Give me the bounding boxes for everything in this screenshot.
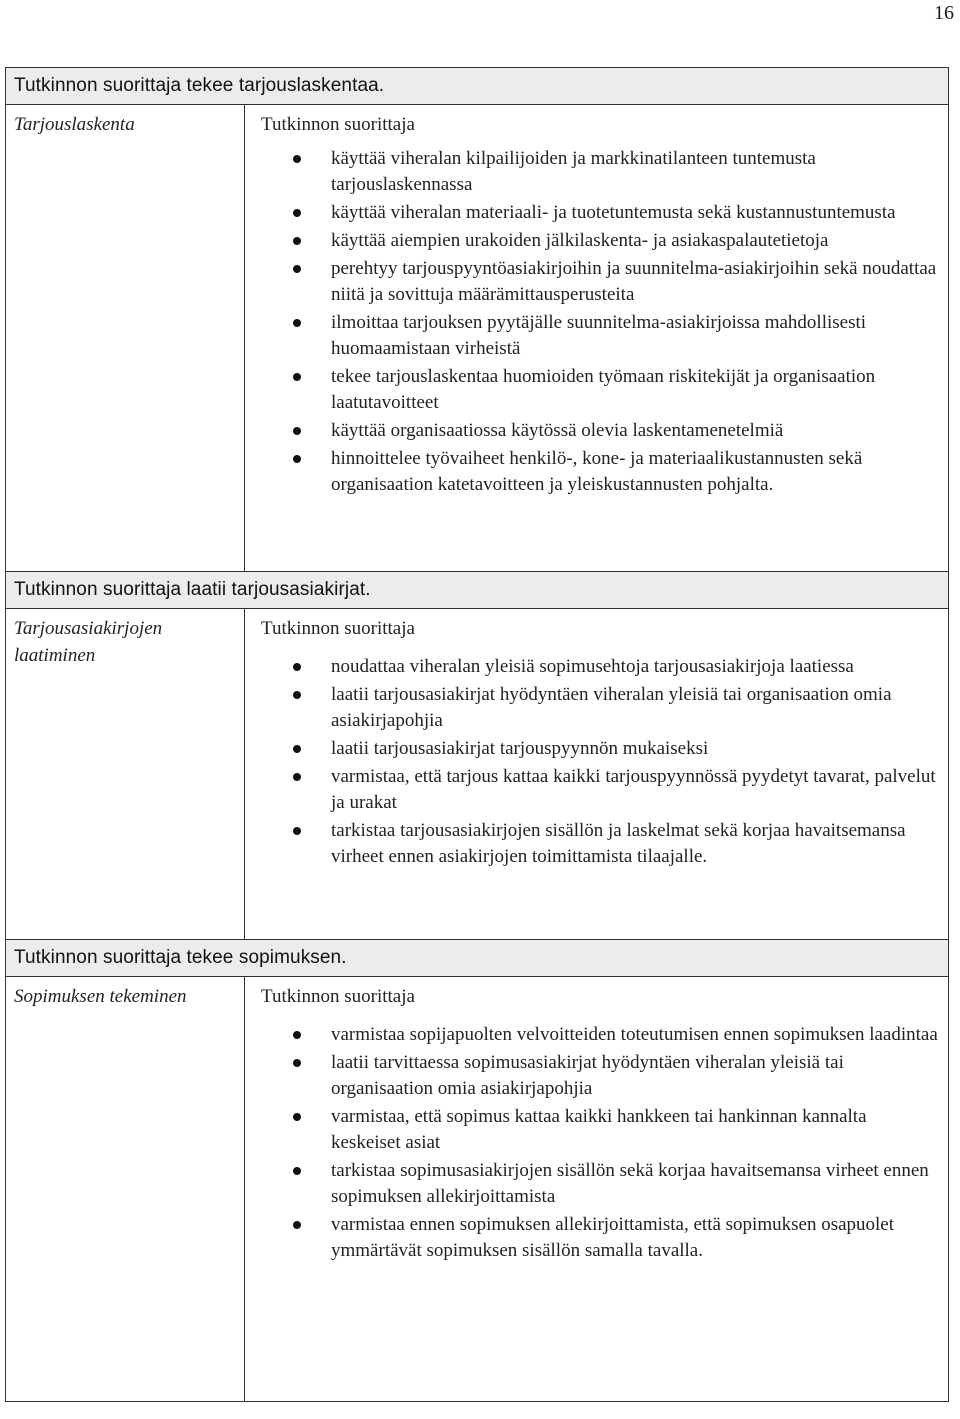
bullet-icon [293,663,301,671]
bullet-icon [293,1113,301,1121]
criteria-item [245,682,940,734]
section-body-row [6,105,949,572]
criteria-item [245,1158,940,1210]
bullet-icon [293,1059,301,1067]
section-heading: Tutkinnon suorittaja tekee tarjouslaskentaa. [6,68,949,105]
criteria-item-text: laatii tarvittaessa sopimusasiakirjat hyödyntäen viheralan yleisiä tai organisaation omia asiakirjapohjia [331,1052,844,1099]
criteria-item-text: laatii tarjousasiakirjat tarjouspyynnön mukaiseksi [331,738,709,759]
area-label: Tarjouslaskenta [6,105,245,572]
criteria-item-text: varmistaa ennen sopimuksen allekirjoittamista, että sopimuksen osapuolet ymmärtävät sopimuksen sisällön samalla tavalla. [331,1214,895,1261]
criteria-item-text: tekee tarjouslaskentaa huomioiden työmaan riskitekijät ja organisaation laatutavoitteet [331,366,876,413]
bullet-icon [293,1031,301,1039]
criteria-item [245,1022,940,1048]
section-body-row [6,609,949,940]
bullet-icon [293,1221,301,1229]
bullet-icon [293,265,301,273]
area-label: Sopimuksen tekeminen [6,977,245,1402]
criteria-item-text: hinnoittelee työvaiheet henkilö-, kone- ja materiaalikustannusten sekä organisaation katetavoitteen ja yleiskustannusten pohjalta. [331,448,863,495]
criteria-item-text: ilmoittaa tarjouksen pyytäjälle suunnitelma-asiakirjoissa mahdollisesti huomaamistaan virheistä [331,312,867,359]
section-heading-row [6,940,949,977]
criteria-list [245,654,940,870]
criteria-item [245,310,940,362]
bullet-icon [293,319,301,327]
criteria-item-text: varmistaa sopijapuolten velvoitteiden toteutumisen ennen sopimuksen laadintaa [331,1024,938,1045]
criteria-item-text: käyttää viheralan kilpailijoiden ja markkinatilanteen tuntemusta tarjouslaskennassa [331,148,816,195]
criteria-item-text: käyttää organisaatiossa käytössä olevia laskentamenetelmiä [331,420,784,441]
criteria-list [245,1022,940,1264]
criteria-item [245,146,940,198]
criteria-item-text: tarkistaa sopimusasiakirjojen sisällön sekä korjaa havaitsemansa virheet ennen sopimuksen allekirjoittamista [331,1160,929,1207]
section-heading: Tutkinnon suorittaja tekee sopimuksen. [6,940,949,977]
bullet-icon [293,745,301,753]
bullet-icon [293,827,301,835]
criteria-item [245,764,940,816]
bullet-icon [293,455,301,463]
bullet-icon [293,691,301,699]
criteria-item-text: käyttää viheralan materiaali- ja tuotetuntemusta sekä kustannustuntemusta [331,202,896,223]
criteria-intro: Tutkinnon suorittaja [261,114,415,135]
criteria-item [245,654,940,680]
criteria-table [5,67,949,1402]
criteria-item [245,418,940,444]
criteria-item [245,1104,940,1156]
bullet-icon [293,1167,301,1175]
criteria-item-text: perehtyy tarjouspyyntöasiakirjoihin ja suunnitelma-asiakirjoihin sekä noudattaa niitä ja sovittuja määrämittausperusteita [331,258,937,305]
criteria-cell [245,977,949,1402]
criteria-item [245,1050,940,1102]
criteria-item [245,446,940,498]
criteria-intro: Tutkinnon suorittaja [261,618,415,639]
section-body-row [6,977,949,1402]
criteria-cell [245,609,949,940]
criteria-item-text: käyttää aiempien urakoiden jälkilaskenta- ja asiakaspalautetietoja [331,230,829,251]
section-heading-row [6,68,949,105]
criteria-intro: Tutkinnon suorittaja [261,986,415,1007]
criteria-item [245,364,940,416]
bullet-icon [293,773,301,781]
criteria-cell [245,105,949,572]
criteria-item [245,228,940,254]
bullet-icon [293,427,301,435]
criteria-item [245,256,940,308]
criteria-item [245,200,940,226]
section-heading-row [6,572,949,609]
criteria-item [245,818,940,870]
criteria-item-text: varmistaa, että sopimus kattaa kaikki hankkeen tai hankinnan kannalta keskeiset asiat [331,1106,867,1153]
bullet-icon [293,373,301,381]
criteria-item-text: tarkistaa tarjousasiakirjojen sisällön ja laskelmat sekä korjaa havaitsemansa virheet ennen asiakirjojen toimittamista tilaajalle. [331,820,906,867]
page-number: 16 [934,2,954,24]
bullet-icon [293,237,301,245]
criteria-list [245,146,940,498]
bullet-icon [293,155,301,163]
criteria-item-text: noudattaa viheralan yleisiä sopimusehtoja tarjousasiakirjoja laatiessa [331,656,854,677]
bullet-icon [293,209,301,217]
criteria-item [245,1212,940,1264]
criteria-item-text: laatii tarjousasiakirjat hyödyntäen viheralan yleisiä tai organisaation omia asiakirjapohjia [331,684,892,731]
criteria-item [245,736,940,762]
area-label: Tarjousasiakirjojen laatiminen [6,609,245,940]
section-heading: Tutkinnon suorittaja laatii tarjousasiakirjat. [6,572,949,609]
criteria-item-text: varmistaa, että tarjous kattaa kaikki tarjouspyynnössä pyydetyt tavarat, palvelut ja urakat [331,766,936,813]
